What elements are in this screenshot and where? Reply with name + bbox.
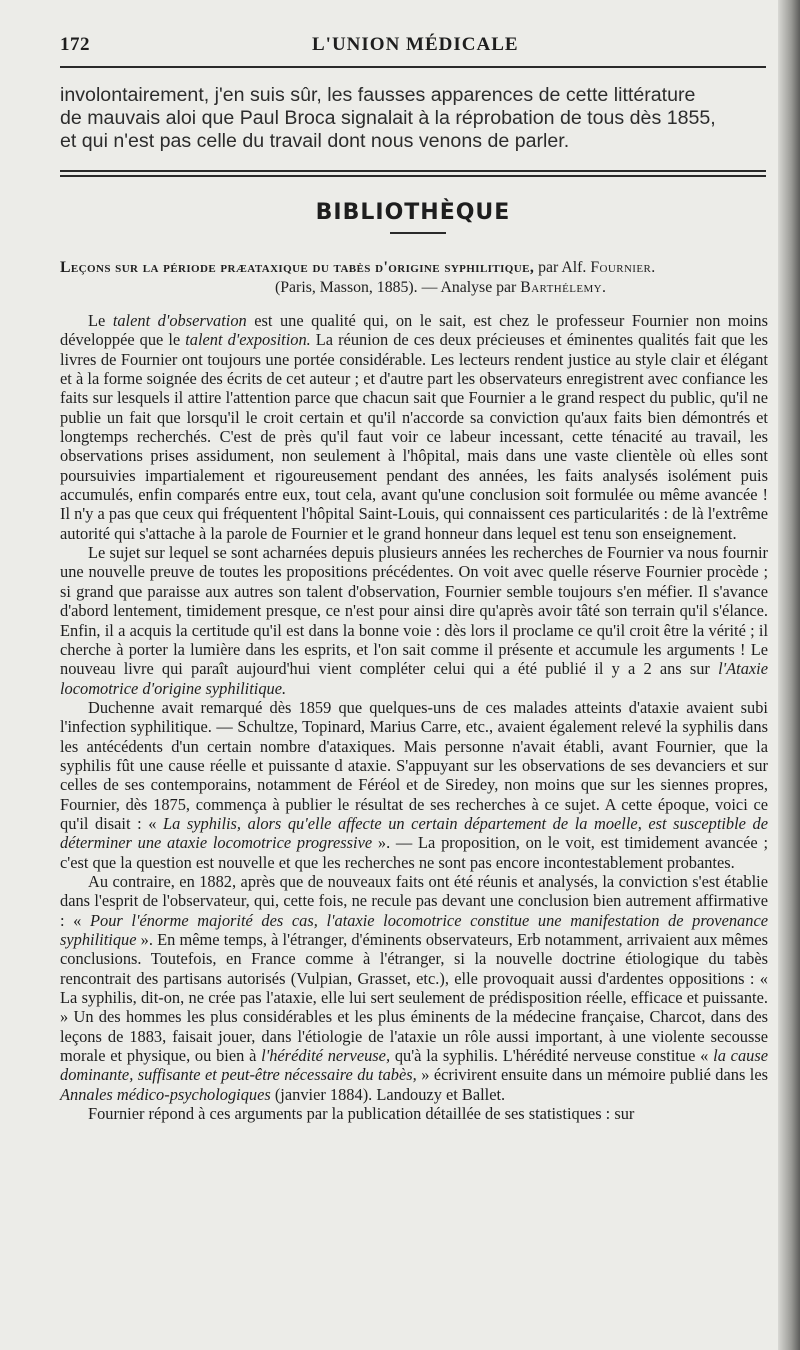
book-by: par Alf. (538, 259, 587, 276)
book-author: Fournier. (590, 259, 656, 276)
reviewer-name: Barthélemy. (520, 279, 607, 296)
running-header (60, 34, 768, 60)
review-prefix: Analyse par (440, 279, 517, 296)
paragraph: Fournier répond à ces arguments par la publication détaillée de ses statistiques : sur (88, 1104, 635, 1124)
article-body (60, 311, 768, 1123)
intro-line: de mauvais aloi que Paul Broca signalait à la réprobation de tous dès 1855, (60, 107, 716, 129)
paragraph: Le talent d'observation est une qualité qui, on le sait, est chez le professeur Fournier non moins développée que le talent d'exposition. La réunion de ces deux précieuses et éminentes qualités fait que les livres de Fournier ont toujours une portée considérable. Les lecteurs rendent justice au style clair et élégant et à la forme soignée des écrits de cet auteur ; et d'autre part les observateurs enregistrent avec confiance les faits sur lesquels il attire l'attention parce que chacun sait que Fournier a le grand respect du public, qu'il ne publie un fait que lorsqu'il le croit certain et qu'il n'accorde sa conviction qu'aux faits bien démontrés et longtemps recherchés. C'est de près qu'il faut voir ce labeur incessant, cette ténacité au travail, les observations prises assidument, non seulement à l'hôpital, mais dans une vaste clientèle où elles sont poursuivies impartialement et rigoureusement pendant des années, les faits analysés isolément puis accumulés, enfin comparés entre eux, tout cela, avant qu'une conclusion soit formulée ou même avancée ! Il n'y a pas que ceux qui fréquentent l'hôpital Saint-Louis, qui connaissent ces particularités : de là l'extrême autorité qui s'attache à la parole de Fournier et le grand honneur dans lequel est tenu son enseignement. (60, 311, 768, 543)
intro-paragraph (60, 84, 766, 153)
section-divider-top (60, 170, 766, 172)
paragraph: Le sujet sur lequel se sont acharnées depuis plusieurs années les recherches de Fournier va nous fournir une nouvelle preuve de toutes les propositions précédentes. On voit avec quelle réserve Fournier procède ; si grand que paraisse aux autres son talent d'observation, Fournier semble toujours s'en méfier. Il s'avance d'abord lentement, timidement presque, ce n'est pour ainsi dire qu'après avoir tâté son terrain qu'il s'élance. Enfin, il a acquis la certitude qu'il est dans la bonne voie : dès lors il proclame ce qu'il croit être la vérité ; il cherche à porter la lumière dans les esprits, et l'on sait comme il présente et accumule les arguments ! Le nouveau livre qui paraît aujourd'hui vient compléter celui qui a été publié il y a 2 ans sur l'Ataxie locomotrice d'origine syphilitique. (60, 543, 768, 698)
intro-line: et qui n'est pas celle du travail dont nous venons de parler. (60, 130, 570, 152)
bibliographic-entry (60, 258, 768, 298)
header-rule (60, 66, 766, 68)
journal-title: L'UNION MÉDICALE (312, 34, 519, 55)
title-underline (390, 232, 446, 234)
intro-line: involontairement, j'en suis sûr, les fausses apparences de cette littérature (60, 84, 696, 106)
book-title: Leçons sur la période præataxique du tabès d'origine syphilitique, (60, 259, 535, 276)
paragraph: Au contraire, en 1882, après que de nouveaux faits ont été réunis et analysés, la conviction s'est établie dans l'esprit de l'observateur, qui, cette fois, ne recule pas devant une conclusion bien autrement affirmative : « Pour l'énorme majorité des cas, l'ataxie locomotrice constitue une manifestation de provenance syphilitique ». En même temps, à l'étranger, d'éminents observateurs, Erb notamment, arrivaient aux mêmes conclusions. Toutefois, en France comme à l'étranger, si la nouvelle doctrine étiologique du tabès rencontrait des partisans autorisés (Vulpian, Grasset, etc.), elle provoquait aussi d'ardentes oppositions : « La syphilis, dit-on, ne crée pas l'ataxie, elle lui sert seulement de prédisposition réelle, efficace et puissante. » Un des hommes les plus considérables et les plus éminents de la médecine française, Charcot, dans des leçons de 1883, faisait jouer, dans l'étiologie de l'ataxie un rôle aussi important, à une violente secousse morale et physique, ou bien à l'hérédité nerveuse, qu'à la syphilis. L'hérédité nerveuse constitue « la cause dominante, suffisante et peut-être nécessaire du tabès, » écrivirent ensuite dans un mémoire publié dans les Annales médico-psychologiques (janvier 1884). Landouzy et Ballet. (60, 871, 768, 1104)
section-title: BIBLIOTHÈQUE (315, 200, 511, 225)
book-publisher: (Paris, Masson, 1885). (275, 279, 418, 296)
page-number: 172 (60, 34, 90, 55)
page-binding-shadow (778, 0, 800, 1350)
section-divider-bottom (60, 175, 766, 177)
paragraph: Duchenne avait remarqué dès 1859 que quelques-uns de ces malades atteints d'ataxie avaient subi l'infection syphilitique. — Schultze, Topinard, Marius Carre, etc., avaient également relevé la syphilis dans les antécédents d'un certain nombre d'ataxiques. Mais personne n'avait établi, avant Fournier, que la syphilis fût une cause réelle et puissante d ataxie. S'appuyant sur les observations de ses devanciers et sur celles de ses contemporains, notamment de Féréol et de Siredey, non moins que sur les siennes propres, Fournier, dès 1875, commença à publier le résultat de ses recherches à ce sujet. A cette époque, voici ce qu'il disait : « La syphilis, alors qu'elle affecte un certain département de la moelle, est susceptible de déterminer une ataxie locomotrice progressive ». — La proposition, on le voit, est timidement avancée ; c'est que la question est nouvelle et que les recherches ne sont pas encore incontestablement probantes. (60, 697, 768, 872)
dash: — (421, 279, 438, 296)
